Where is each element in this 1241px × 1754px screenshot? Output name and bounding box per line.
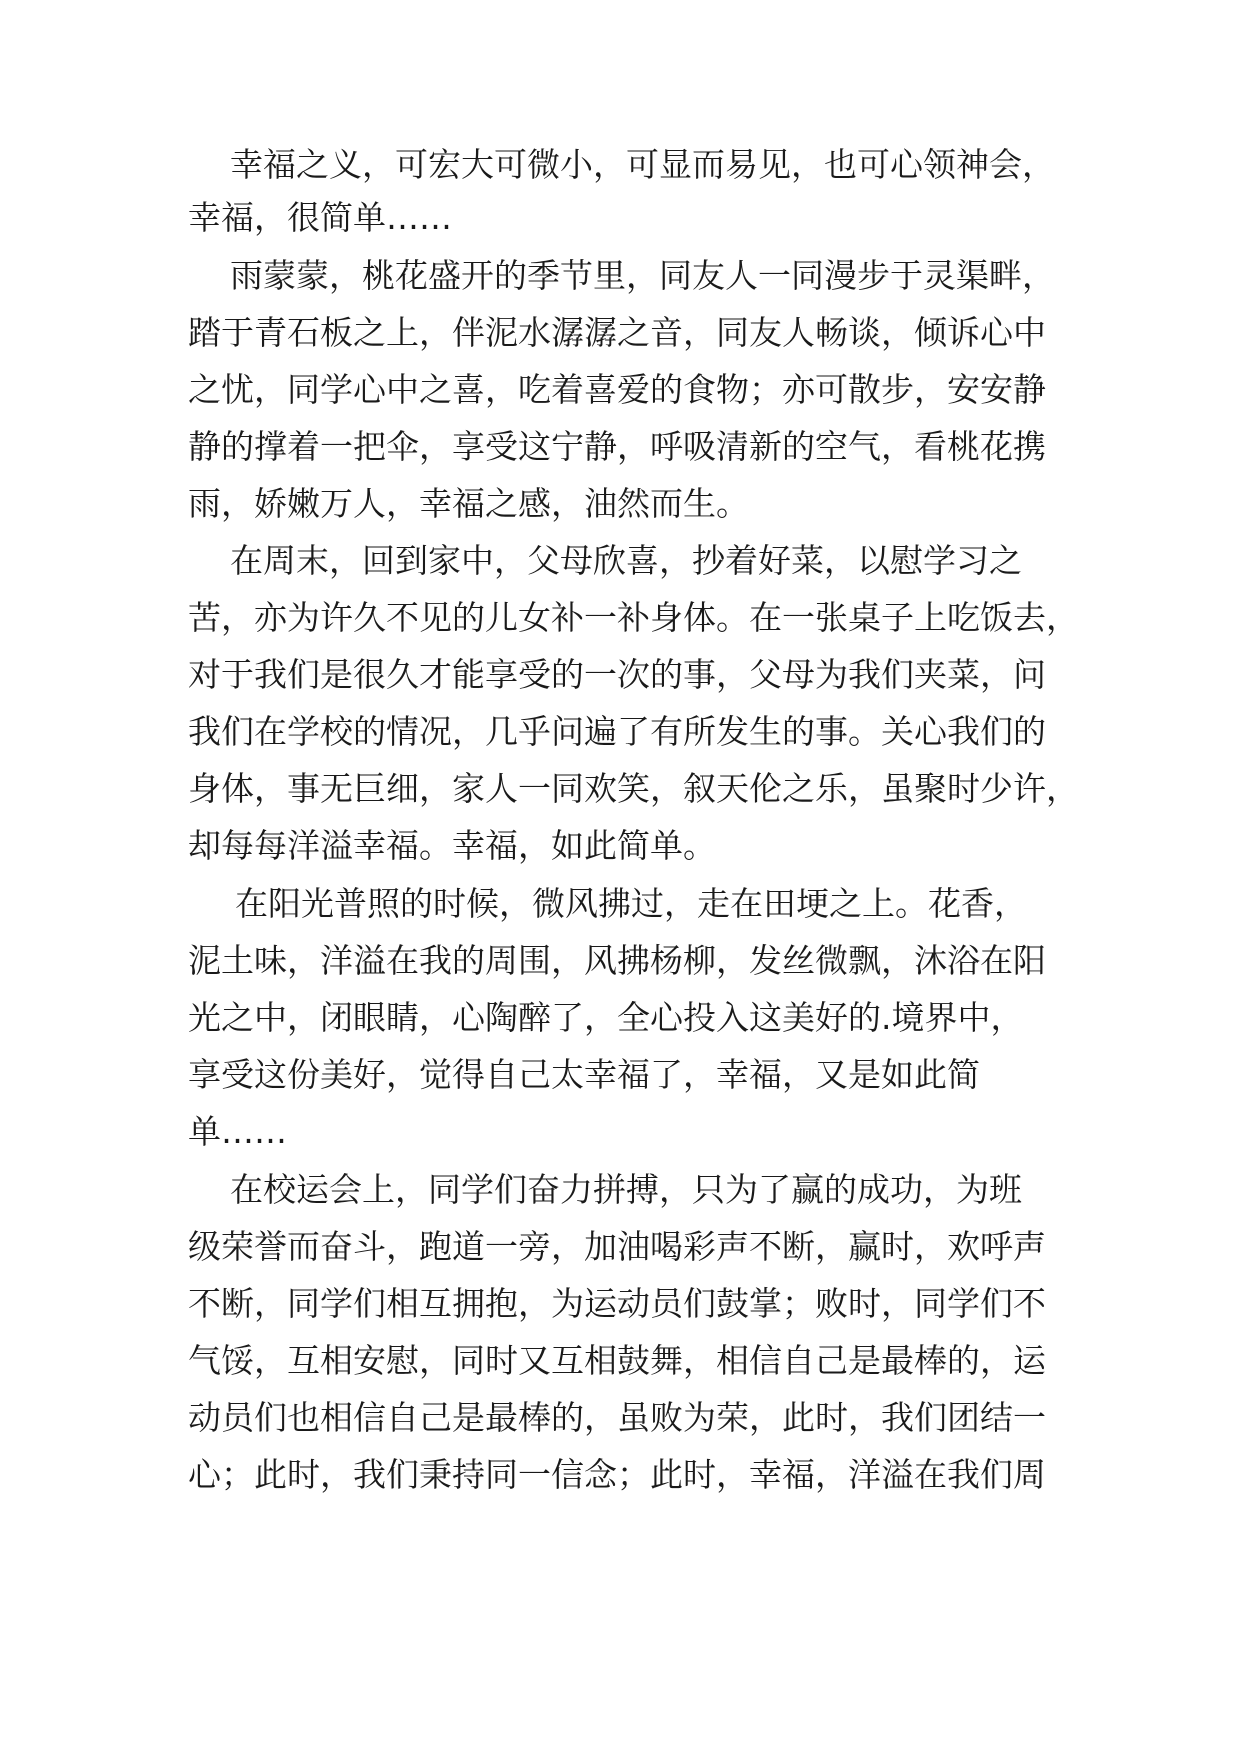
- text-line: 却每每洋溢幸福。幸福，如此简单。: [188, 826, 716, 865]
- text-line: 苦，亦为许久不见的儿女补一补身体。在一张桌子上吃饭去，: [188, 598, 1079, 637]
- text-line: 气馁，互相安慰，同时又互相鼓舞，相信自己是最棒的，运: [188, 1341, 1046, 1380]
- text-line: 泥土味，洋溢在我的周围，风拂杨柳，发丝微飘，沐浴在阳: [188, 941, 1046, 980]
- text-line: 在阳光普照的时候，微风拂过，走在田埂之上。花香，: [235, 884, 1027, 923]
- text-line: 静的撑着一把伞，享受这宁静，呼吸清新的空气，看桃花携: [188, 427, 1046, 466]
- text-line: 雨，娇嫩万人，幸福之感，油然而生。: [188, 484, 749, 523]
- text-line: 踏于青石板之上，伴泥水潺潺之音，同友人畅谈，倾诉心中: [188, 313, 1046, 352]
- text-line: 光之中，闭眼睛，心陶醉了，全心投入这美好的.境界中，: [188, 998, 1024, 1037]
- text-line: 对于我们是很久才能享受的一次的事，父母为我们夹菜，问: [188, 655, 1046, 694]
- text-line: 享受这份美好，觉得自己太幸福了，幸福，又是如此简: [188, 1055, 980, 1094]
- text-line: 动员们也相信自己是最棒的，虽败为荣，此时，我们团结一: [188, 1398, 1046, 1437]
- text-line: 心；此时，我们秉持同一信念；此时，幸福，洋溢在我们周: [188, 1455, 1046, 1494]
- text-line: 在校运会上，同学们奋力拼搏，只为了赢的成功，为班: [230, 1170, 1022, 1209]
- text-line: 单……: [188, 1112, 287, 1151]
- text-line: 我们在学校的情况，几乎问遍了有所发生的事。关心我们的: [188, 712, 1046, 751]
- text-line: 在周末，回到家中，父母欣喜，抄着好菜，以慰学习之: [230, 541, 1022, 580]
- text-line: 之忧，同学心中之喜，吃着喜爱的食物；亦可散步，安安静: [188, 370, 1046, 409]
- text-line: 级荣誉而奋斗，跑道一旁，加油喝彩声不断，赢时，欢呼声: [188, 1227, 1046, 1266]
- text-line: 幸福之义，可宏大可微小，可显而易见，也可心领神会，: [230, 145, 1055, 184]
- text-line: 不断，同学们相互拥抱，为运动员们鼓掌；败时，同学们不: [188, 1284, 1046, 1323]
- text-line: 幸福，很简单……: [188, 198, 452, 237]
- text-line: 雨蒙蒙，桃花盛开的季节里，同友人一同漫步于灵渠畔，: [230, 256, 1055, 295]
- text-line: 身体，事无巨细，家人一同欢笑，叙天伦之乐，虽聚时少许，: [188, 769, 1079, 808]
